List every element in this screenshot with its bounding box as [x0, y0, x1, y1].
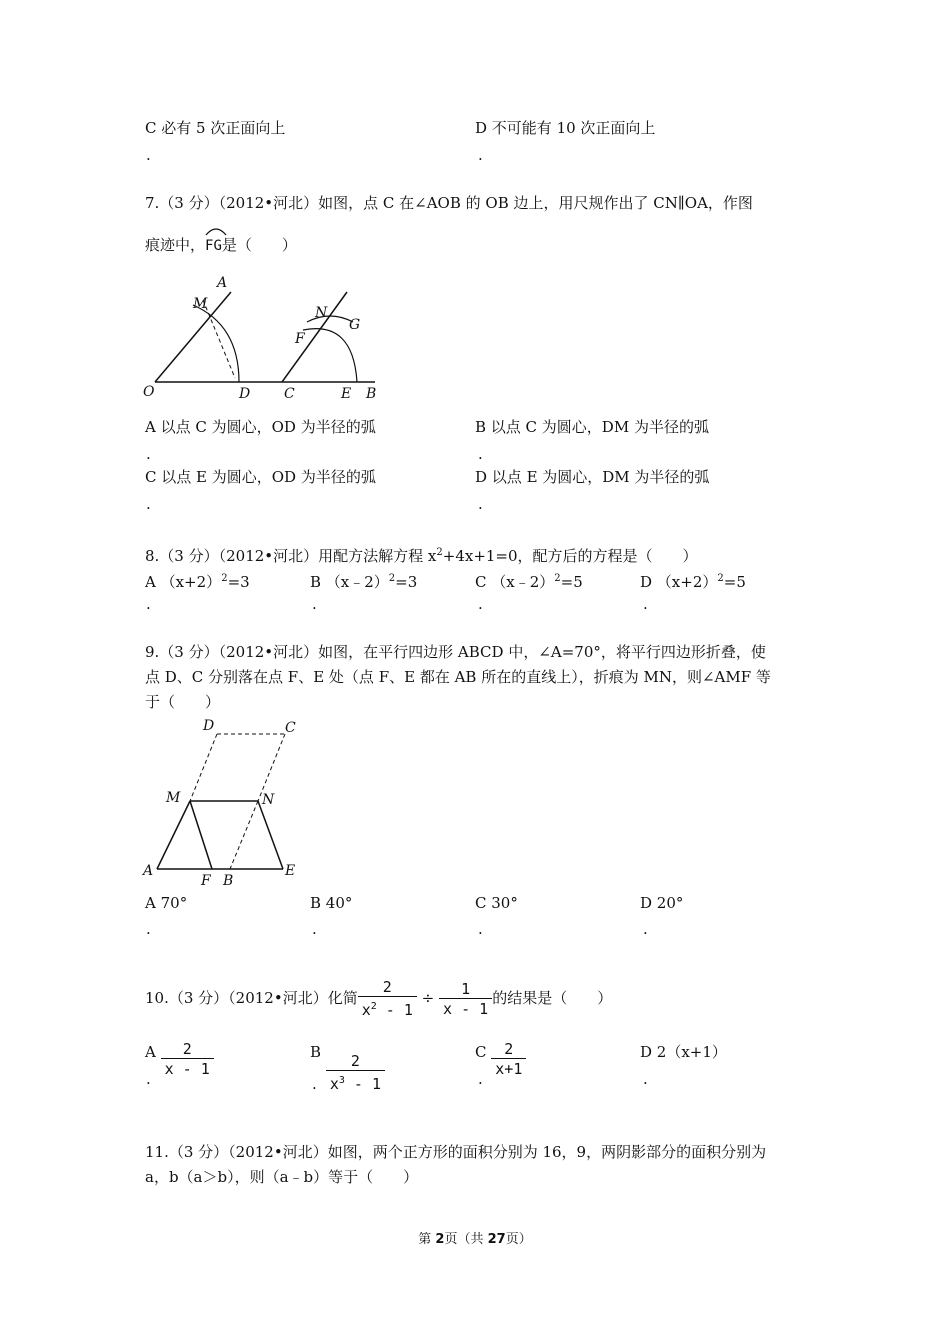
q10-option-b-dot: .: [312, 1075, 317, 1093]
q9-option-a: A 70°: [145, 894, 188, 912]
arc-mark-icon: [205, 226, 227, 236]
q9-stem-line1: 9.（3 分）（2012•河北）如图，在平行四边形 ABCD 中，∠A=70°，将平行四边形折叠，使: [145, 643, 766, 661]
page-footer: 第 2页（共 27页）: [418, 1232, 532, 1247]
q10-stem: 10.（3 分）（2012•河北）化简 $\frac{2}{x^2 - 1}$ ÷ $\frac{1}{x - 1}$ 的结果是（ ）: [145, 978, 613, 1019]
q10-fraction-1: $\frac{2}{x^2 - 1}$: [358, 978, 417, 1020]
q9-label-a: A: [143, 863, 154, 879]
q7-stem-prefix: 痕迹中，: [145, 236, 206, 254]
q7-option-a: A 以点 C 为圆心，OD 为半径的弧: [145, 418, 376, 436]
q7-option-c-dot: .: [146, 495, 151, 513]
q7-option-d-dot: .: [478, 495, 483, 513]
q10-option-d: D 2（x+1）: [640, 1043, 727, 1061]
q6-option-d-dot: .: [478, 146, 483, 164]
q9-option-a-dot: .: [146, 920, 151, 938]
q7-stem-suffix: 是（ ）: [221, 236, 297, 254]
q10-option-b: B $\frac{2}{x^3 - 1}$: [310, 1040, 385, 1094]
q7-label-o: O: [143, 384, 155, 400]
q6-option-c: C 必有 5 次正面向上: [145, 119, 286, 137]
q7-arc-md: [193, 305, 239, 382]
q9-label-m: M: [166, 790, 181, 806]
q8-option-b: B （x﹣2）$^2$=3: [310, 573, 418, 591]
q7-option-d: D 以点 E 为圆心，DM 为半径的弧: [475, 468, 710, 486]
page-number: 2: [435, 1232, 445, 1247]
q10-option-d-dot: .: [643, 1070, 648, 1088]
q9-option-d-dot: .: [643, 920, 648, 938]
q9-label-f: F: [201, 873, 211, 889]
q10-option-a-dot: .: [146, 1070, 151, 1088]
q7-label-m: M: [193, 296, 208, 312]
q9-label-e: E: [285, 863, 296, 879]
q7-arc-fe: [303, 329, 357, 382]
q9-stem-line3: 于（ ）: [145, 693, 221, 711]
q7-option-b-dot: .: [478, 445, 483, 463]
q9-option-c: C 30°: [475, 894, 518, 912]
q7-figure: [135, 270, 395, 410]
q7-arc-fg-mark: [307, 316, 353, 322]
q7-label-n: N: [315, 305, 328, 321]
q7-arc-fg: FG: [205, 228, 222, 259]
q7-option-b: B 以点 C 为圆心，DM 为半径的弧: [475, 418, 709, 436]
q9-option-b: B 40°: [310, 894, 353, 912]
q9-label-b: B: [223, 873, 234, 889]
q7-label-d: D: [239, 386, 251, 402]
q9-option-b-dot: .: [312, 920, 317, 938]
q7-label-g: G: [349, 317, 361, 333]
q9-label-c: C: [285, 720, 296, 736]
q6-option-d: D 不可能有 10 次正面向上: [475, 119, 656, 137]
q9-stem-line2: 点 D、C 分别落在点 F、E 处（点 F、E 都在 AB 所在的直线上），折痕为 MN，则∠AMF 等: [145, 668, 771, 686]
q7-label-b: B: [366, 386, 377, 402]
q8-option-c: C （x﹣2）$^2$=5: [475, 573, 583, 591]
q7-option-a-dot: .: [146, 445, 151, 463]
q11-stem-line1: 11.（3 分）（2012•河北）如图，两个正方形的面积分别为 16，9，两阴影部分的面积分别为: [145, 1143, 767, 1161]
q9-label-n: N: [262, 792, 275, 808]
q8-option-a-dot: .: [146, 595, 151, 613]
q8-stem: 8.（3 分）（2012•河北）用配方法解方程 $x^2+4x+1=0$，配方后的方程是（ ）: [145, 547, 698, 565]
q8-option-b-dot: .: [312, 595, 317, 613]
q9-figure: [135, 712, 305, 892]
q9-option-c-dot: .: [478, 920, 483, 938]
q7-label-e: E: [341, 386, 352, 402]
q8-option-a: A $(x+2)^2=3$: [145, 573, 250, 591]
q10-option-a: A $\frac{2}{x - 1}$: [145, 1040, 214, 1079]
q10-option-c: C $\frac{2}{x+1}$: [475, 1040, 526, 1079]
q7-label-c: C: [284, 386, 295, 402]
q9-label-d: D: [203, 718, 215, 734]
q7-stem-line2: [145, 228, 297, 259]
q9-option-d: D 20°: [640, 894, 684, 912]
page-total: 27: [487, 1232, 506, 1247]
q10-option-c-dot: .: [478, 1070, 483, 1088]
q6-option-c-dot: .: [146, 146, 151, 164]
q8-option-d: D $(x+2)^2=5$: [640, 573, 746, 591]
q10-divide-sign: ÷: [421, 989, 435, 1007]
q7-option-c: C 以点 E 为圆心，OD 为半径的弧: [145, 468, 376, 486]
q8-option-d-dot: .: [643, 595, 648, 613]
q8-option-c-dot: .: [478, 595, 483, 613]
q7-label-f: F: [295, 331, 305, 347]
q7-label-a: A: [217, 275, 228, 291]
q11-stem-line2: a，b（a＞b），则（a﹣b）等于（ ）: [145, 1168, 419, 1186]
q7-stem-line1: 7.（3 分）（2012•河北）如图，点 C 在∠AOB 的 OB 边上，用尺规作出了 CN∥OA，作图: [145, 194, 753, 212]
q10-fraction-2: $\frac{1}{x - 1}$: [439, 980, 492, 1019]
